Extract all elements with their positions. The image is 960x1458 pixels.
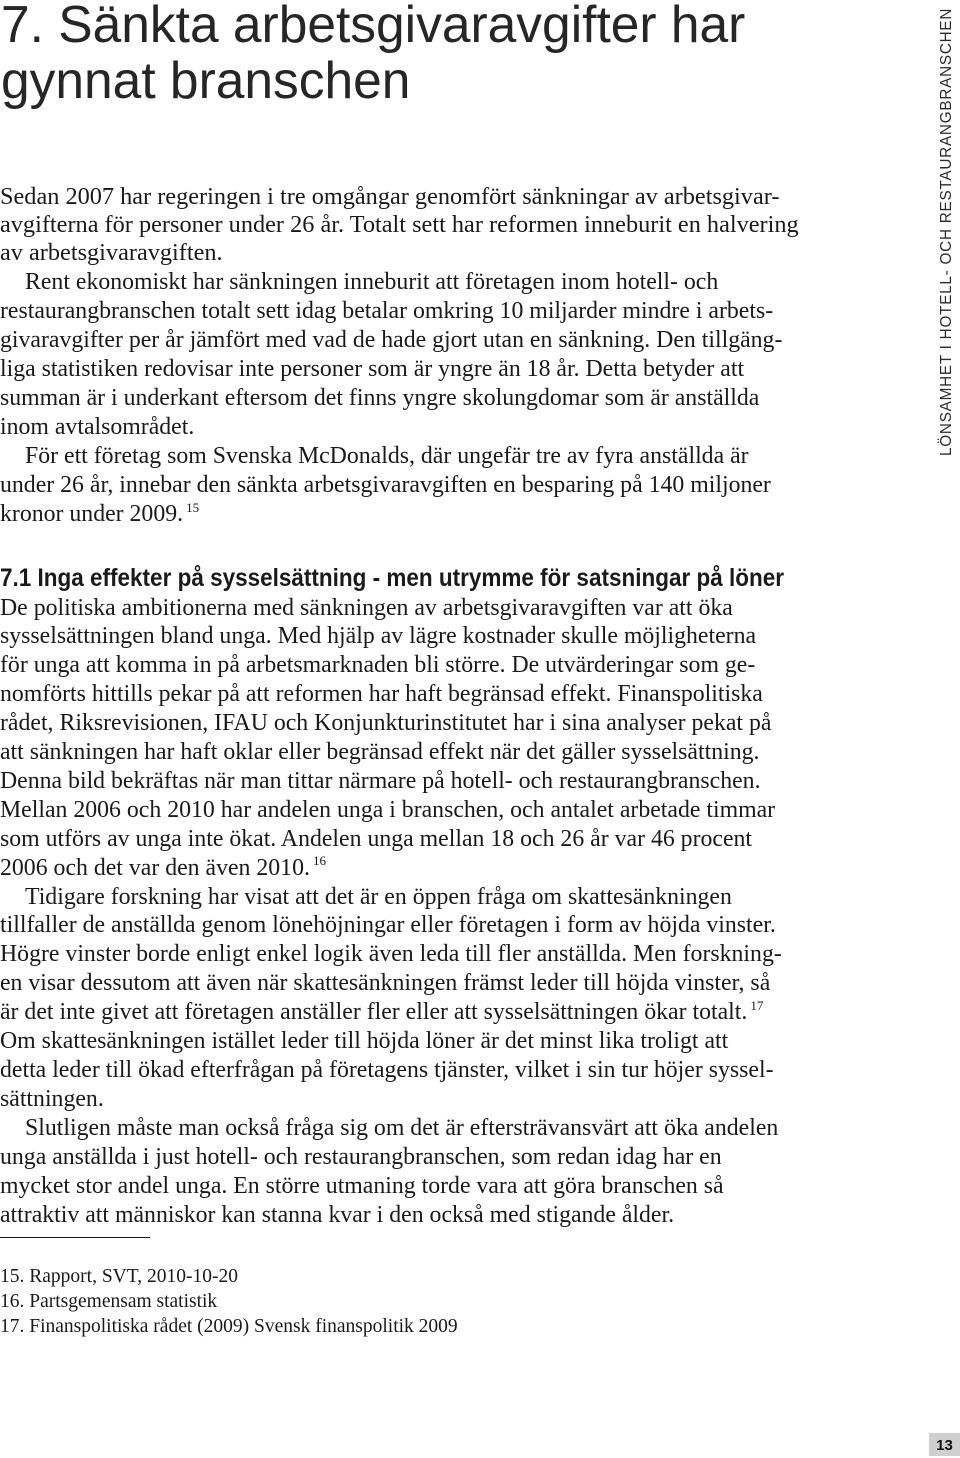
paragraph [0,594,782,883]
text-line: en visar dessutom att även när skattesänkningen främst leder till höjda vinster, så [0,970,771,997]
footnote: 15. Rapport, SVT, 2010-10-20 [0,1266,238,1287]
title-line: gynnat branschen [1,51,411,109]
footnote: 17. Finanspolitiska rådet (2009) Svensk finanspolitik 2009 [0,1316,458,1337]
text-line: sättningen. [0,1085,104,1112]
paragraph [0,1114,782,1230]
text-line: summan är i underkant eftersom det finns yngre skolungdomar som är anställda [0,385,760,411]
text-line: sysselsättningen bland unga. Med hjälp av lägre kostnader skulle möjligheterna [0,623,757,650]
footnote: 16. Partsgemensam statistik [0,1291,218,1312]
footnote-ref: 15 [186,499,200,515]
text-line [0,500,782,529]
footnote-ref: 17 [750,997,764,1013]
text-line: av arbetsgivaravgiften. [0,239,223,266]
text-line: Rent ekonomiskt har sänkningen inneburit att företagen inom hotell- och [25,269,719,295]
section-heading: 7.1 Inga effekter på sysselsättning - men utrymme för satsningar på löner [0,564,784,592]
line-text: kronor under 2009. [0,501,184,527]
footnote-ref: 16 [312,853,327,869]
text-line: Sedan 2007 har regeringen i tre omgångar genomfört sänkningar av arbetsgivar- [0,183,780,210]
text-line: rådet, Riksrevisionen, IFAU och Konjunkturinstitutet har i sina analyser pekat på [0,710,772,737]
section-body [0,594,782,1230]
text-line: mycket stor andel unga. En större utmaning torde vara att göra branschen så [0,1172,724,1199]
text-line: restaurangbranschen totalt sett idag betalar omkring 10 miljarder mindre i arbets- [0,298,774,324]
text-line: avgifterna för personer under 26 år. Totalt sett har reformen inneburit en halvering [0,211,799,238]
line-text: 2006 och det var den även 2010. [0,854,310,881]
text-line: För ett företag som Svenska McDonalds, där ungefär tre av fyra anställda är [25,443,749,469]
page-number: 13 [929,1433,960,1456]
chapter-title [1,0,745,108]
text-line: unga anställda i just hotell- och restaurangbranschen, som redan idag har en [0,1143,722,1170]
text-line: nomförts hittills pekar på att reformen har haft begränsad effekt. Finanspolitiska [0,681,763,708]
text-line: som utförs av unga inte ökat. Andelen unga mellan 18 och 26 år var 46 procent [0,825,753,852]
title-line: 7. Sänkta arbetsgivaravgifter har [1,0,746,53]
text-line [0,998,782,1027]
text-line: Om skattesänkningen istället leder till höjda löner är det minst lika troligt att [0,1028,729,1055]
footnote-rule [0,1237,150,1238]
chapter-body [0,268,782,529]
text-line [0,854,782,883]
text-line: Mellan 2006 och 2010 har andelen unga i branschen, och antalet arbetade timmar [0,796,776,823]
text-line: tillfaller de anställda genom lönehöjningar eller företagen i form av höjda vinster. [0,912,776,939]
text-line: detta leder till ökad efterfrågan på företagens tjänster, vilket i sin tur höjer syssel- [0,1057,774,1083]
text-line: för unga att komma in på arbetsmarknaden bli större. De utvärderingar som ge- [0,652,756,679]
text-line: liga statistiken redovisar inte personer som är yngre än 18 år. Detta betyder att [0,356,745,382]
text-line: givaravgifter per år jämfört med vad de hade gjort utan en sänkning. Den tillgäng- [0,327,783,353]
footnotes [0,1264,458,1339]
paragraph [0,883,782,1114]
text-line: Högre vinster borde enligt enkel logik även leda till fler anställda. Men forskning- [0,941,782,968]
paragraph [0,442,782,529]
running-header: LÖNSAMHET I HOTELL- OCH RESTAURANGBRANSCHEN [938,7,955,456]
paragraph [0,268,782,442]
text-line: attraktiv att människor kan stanna kvar i den också med stigande ålder. [0,1201,675,1228]
text-line: Tidigare forskning har visat att det är en öppen fråga om skattesänkningen [25,883,732,910]
text-line: Denna bild bekräftas när man tittar närmare på hotell- och restaurangbranschen. [0,767,761,794]
intro-paragraph [0,183,799,267]
text-line: De politiska ambitionerna med sänkningen av arbetsgivaravgiften var att öka [0,594,733,621]
line-text: är det inte givet att företagen anställer fler eller att sysselsättningen ökar totalt. [0,999,748,1026]
text-line: att sänkningen har haft oklar eller begränsad effekt när det gäller sysselsättning. [0,739,760,766]
text-line: Slutligen måste man också fråga sig om det är eftersträvansvärt att öka andelen [25,1114,779,1141]
text-line: under 26 år, innebar den sänkta arbetsgivaravgiften en besparing på 140 miljoner [0,472,771,498]
text-line: inom avtalsområdet. [0,414,195,440]
